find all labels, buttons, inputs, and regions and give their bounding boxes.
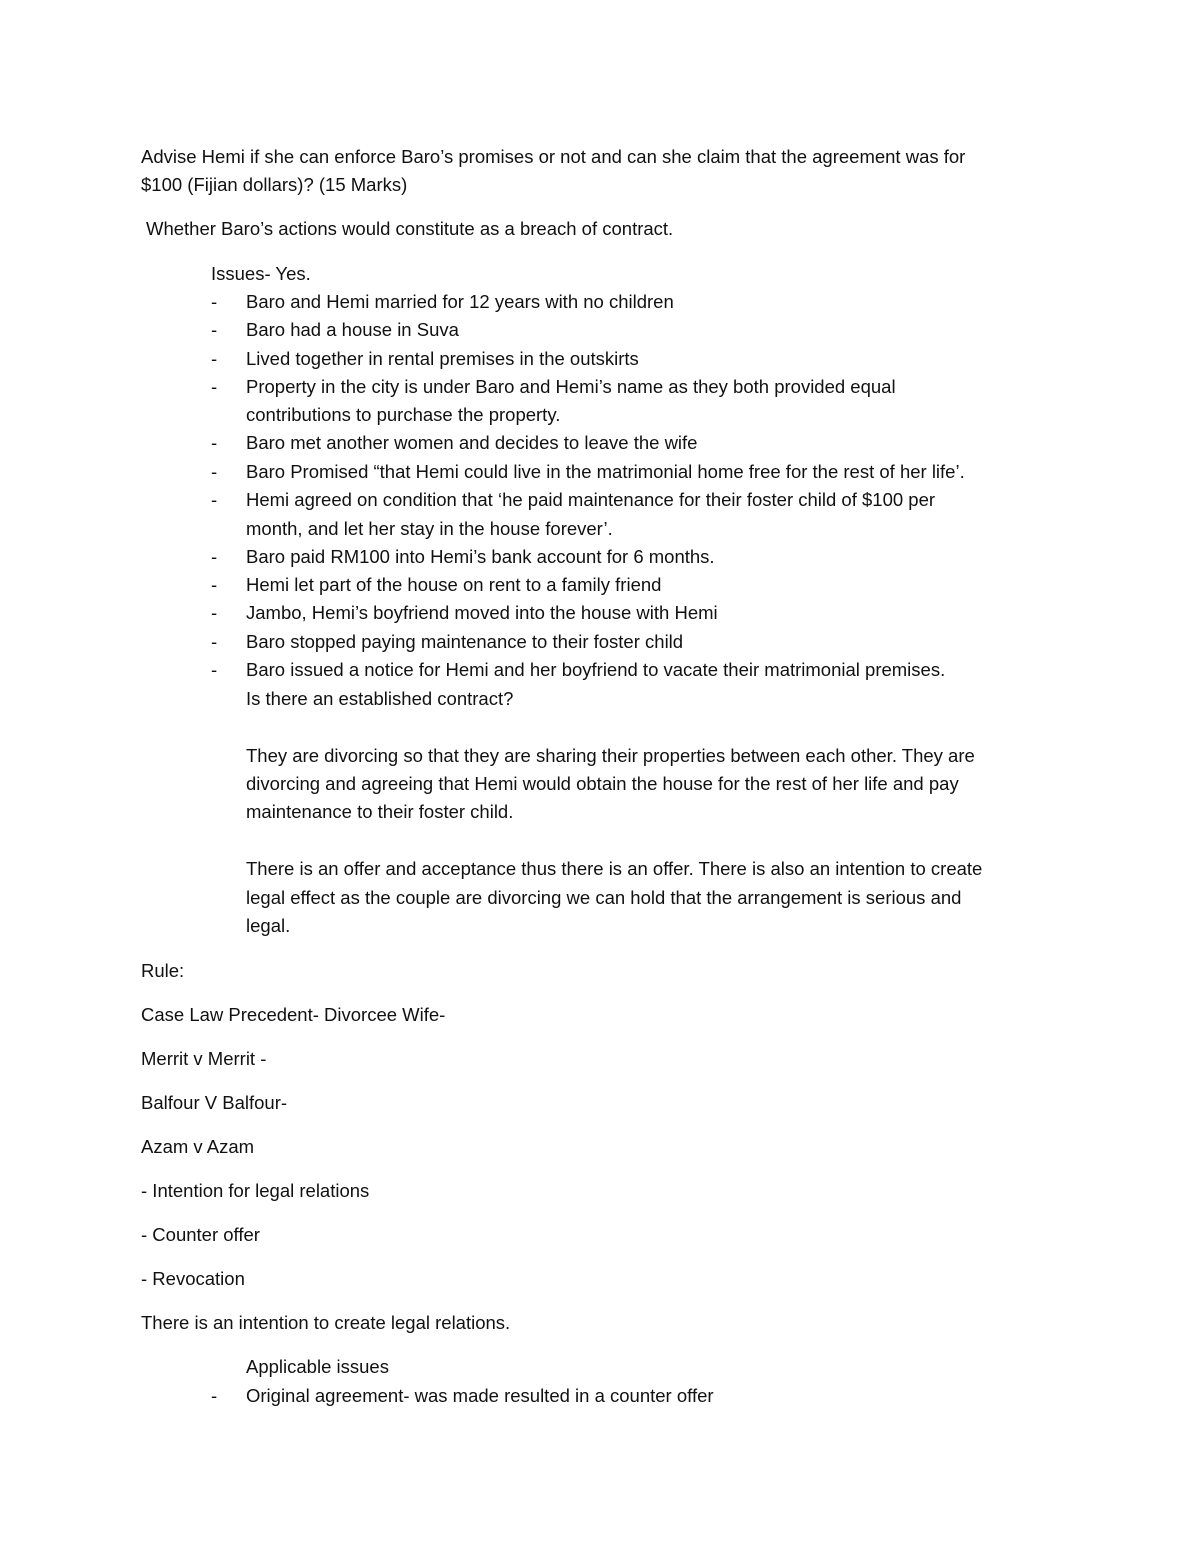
rule-line: Azam v Azam [141,1136,255,1157]
rule-line: Case Law Precedent- Divorcee Wife- [141,1004,446,1025]
rule-line: - Revocation [141,1268,245,1289]
rule-line: - Counter offer [141,1224,260,1245]
bullet-dash: - [211,489,218,510]
question-line-2: $100 (Fijian dollars)? (15 Marks) [141,174,408,195]
bullet-dash: - [211,546,218,567]
contract-question: Is there an established contract? [246,688,514,709]
bullet-dash: - [211,659,218,680]
paragraph-line: There is an offer and acceptance thus there is an offer. There is also an intention to create [246,858,983,879]
rule-line: There is an intention to create legal relations. [141,1312,511,1333]
bullet-dash: - [211,432,218,453]
bullet-dash: - [211,574,218,595]
bullet-dash: - [211,319,218,340]
bullet-dash: - [211,291,218,312]
rule-heading: Rule: [141,960,185,981]
paragraph-line: maintenance to their foster child. [246,801,514,822]
paragraph-line: divorcing and agreeing that Hemi would obtain the house for the rest of her life and pay [246,773,959,794]
list-item-text: Baro and Hemi married for 12 years with no children [246,291,674,312]
list-item-text: Baro issued a notice for Hemi and her boyfriend to vacate their matrimonial premises. [246,659,946,680]
list-item-text: Baro paid RM100 into Hemi’s bank account for 6 months. [246,546,715,567]
list-item-text: Lived together in rental premises in the outskirts [246,348,639,369]
list-item-text: Hemi let part of the house on rent to a family friend [246,574,662,595]
bullet-dash: - [211,631,218,652]
list-item-text: Baro met another women and decides to leave the wife [246,432,698,453]
list-item-text: Hemi agreed on condition that ‘he paid maintenance for their foster child of $100 per [246,489,936,510]
bullet-dash: - [211,1385,218,1406]
list-item-text: Baro had a house in Suva [246,319,459,340]
rule-line: - Intention for legal relations [141,1180,370,1201]
bullet-dash: - [211,376,218,397]
rule-line: Merrit v Merrit - [141,1048,267,1069]
rule-line: Balfour V Balfour- [141,1092,288,1113]
bullet-dash: - [211,348,218,369]
list-item-text: Jambo, Hemi’s boyfriend moved into the house with Hemi [246,602,718,623]
bullet-dash: - [211,602,218,623]
paragraph-line: legal. [246,915,291,936]
list-item-text: Baro stopped paying maintenance to their foster child [246,631,684,652]
list-item-text: Original agreement- was made resulted in a counter offer [246,1385,714,1406]
list-item-text-continued: contributions to purchase the property. [246,404,561,425]
list-item-text: Property in the city is under Baro and Hemi’s name as they both provided equal [246,376,896,397]
bullet-dash: - [211,461,218,482]
paragraph-line: They are divorcing so that they are sharing their properties between each other. They are [246,745,975,766]
paragraph-line: legal effect as the couple are divorcing we can hold that the arrangement is serious and [246,887,962,908]
list-item-text-continued: month, and let her stay in the house forever’. [246,518,613,539]
list-item-text: Baro Promised “that Hemi could live in the matrimonial home free for the rest of her life’. [246,461,965,482]
applicable-heading: Applicable issues [246,1356,389,1377]
issues-heading: Issues- Yes. [211,263,311,284]
issue-statement: Whether Baro’s actions would constitute as a breach of contract. [146,218,674,239]
question-line-1: Advise Hemi if she can enforce Baro’s promises or not and can she claim that the agreement was for [141,146,966,167]
